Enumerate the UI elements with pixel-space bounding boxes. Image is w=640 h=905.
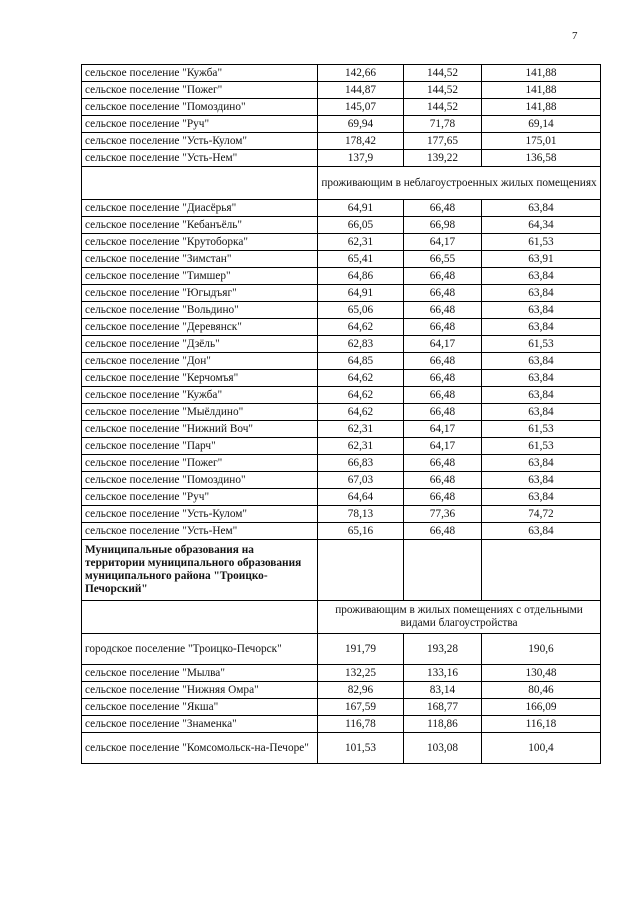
value-cell: 191,79 (318, 634, 404, 665)
value-cell: 66,48 (404, 523, 482, 540)
municipality-row (82, 540, 601, 601)
value-cell: 64,34 (482, 217, 601, 234)
settlement-name: сельское поселение "Зимстан" (82, 251, 318, 268)
value-cell: 64,17 (404, 421, 482, 438)
value-cell: 63,91 (482, 251, 601, 268)
value-cell: 177,65 (404, 133, 482, 150)
value-cell: 66,48 (404, 319, 482, 336)
settlement-name: сельское поселение "Деревянск" (82, 319, 318, 336)
settlement-name: сельское поселение "Знаменка" (82, 716, 318, 733)
empty-cell (318, 540, 404, 601)
table-row (82, 634, 601, 665)
group1-body (82, 65, 601, 167)
settlement-name: сельское поселение "Дзёль" (82, 336, 318, 353)
settlement-name: сельское поселение "Помоздино" (82, 472, 318, 489)
table-row (82, 682, 601, 699)
settlement-name: сельское поселение "Мылва" (82, 665, 318, 682)
settlement-name: сельское поселение "Нижняя Омра" (82, 682, 318, 699)
settlement-name: сельское поселение "Мыёлдино" (82, 404, 318, 421)
section-header-separate: проживающим в жилых помещениях с отдельными видами благоустройства (318, 601, 601, 634)
value-cell: 144,87 (318, 82, 404, 99)
value-cell: 190,6 (482, 634, 601, 665)
group3-body (82, 634, 601, 764)
value-cell: 64,62 (318, 319, 404, 336)
table-row (82, 319, 601, 336)
value-cell: 142,66 (318, 65, 404, 82)
table-row (82, 268, 601, 285)
value-cell: 144,52 (404, 65, 482, 82)
value-cell: 64,86 (318, 268, 404, 285)
value-cell: 132,25 (318, 665, 404, 682)
value-cell: 83,14 (404, 682, 482, 699)
value-cell: 66,48 (404, 489, 482, 506)
table-row (82, 133, 601, 150)
value-cell: 64,17 (404, 234, 482, 251)
table-row (82, 421, 601, 438)
settlement-name: сельское поселение "Югыдъяг" (82, 285, 318, 302)
settlement-name: сельское поселение "Кебанъёль" (82, 217, 318, 234)
value-cell: 62,83 (318, 336, 404, 353)
value-cell: 116,18 (482, 716, 601, 733)
value-cell: 63,84 (482, 404, 601, 421)
section-header-unimproved: проживающим в неблагоустроенных жилых помещениях (318, 167, 601, 200)
settlement-name: сельское поселение "Керчомъя" (82, 370, 318, 387)
value-cell: 69,14 (482, 116, 601, 133)
value-cell: 63,84 (482, 455, 601, 472)
table-row (82, 699, 601, 716)
table-row (82, 523, 601, 540)
value-cell: 66,48 (404, 404, 482, 421)
value-cell: 141,88 (482, 99, 601, 116)
tariff-table (81, 64, 601, 764)
value-cell: 63,84 (482, 472, 601, 489)
value-cell: 63,84 (482, 353, 601, 370)
table-row (82, 387, 601, 404)
settlement-name: сельское поселение "Кужба" (82, 387, 318, 404)
value-cell: 66,48 (404, 353, 482, 370)
settlement-name: сельское поселение "Дон" (82, 353, 318, 370)
value-cell: 62,31 (318, 438, 404, 455)
section-header-row (82, 601, 601, 634)
value-cell: 66,48 (404, 387, 482, 404)
value-cell: 77,36 (404, 506, 482, 523)
value-cell: 65,41 (318, 251, 404, 268)
value-cell: 66,55 (404, 251, 482, 268)
value-cell: 69,94 (318, 116, 404, 133)
settlement-name: сельское поселение "Тимшер" (82, 268, 318, 285)
value-cell: 66,48 (404, 268, 482, 285)
table-row (82, 200, 601, 217)
value-cell: 63,84 (482, 285, 601, 302)
value-cell: 64,62 (318, 387, 404, 404)
settlement-name: сельское поселение "Кужба" (82, 65, 318, 82)
value-cell: 64,62 (318, 404, 404, 421)
value-cell: 63,84 (482, 268, 601, 285)
table-row (82, 353, 601, 370)
table-row (82, 65, 601, 82)
value-cell: 63,84 (482, 387, 601, 404)
settlement-name: сельское поселение "Комсомольск-на-Печоре" (82, 733, 318, 764)
value-cell: 168,77 (404, 699, 482, 716)
value-cell: 64,91 (318, 285, 404, 302)
table-row (82, 285, 601, 302)
value-cell: 66,48 (404, 200, 482, 217)
value-cell: 63,84 (482, 523, 601, 540)
table-row (82, 234, 601, 251)
value-cell: 64,85 (318, 353, 404, 370)
value-cell: 66,48 (404, 455, 482, 472)
table-row (82, 370, 601, 387)
value-cell: 167,59 (318, 699, 404, 716)
value-cell: 61,53 (482, 438, 601, 455)
value-cell: 144,52 (404, 99, 482, 116)
value-cell: 141,88 (482, 65, 601, 82)
settlement-name: сельское поселение "Руч" (82, 489, 318, 506)
value-cell: 61,53 (482, 336, 601, 353)
value-cell: 66,48 (404, 370, 482, 387)
settlement-name: сельское поселение "Усть-Кулом" (82, 506, 318, 523)
value-cell: 65,16 (318, 523, 404, 540)
value-cell: 193,28 (404, 634, 482, 665)
table-row (82, 251, 601, 268)
value-cell: 80,46 (482, 682, 601, 699)
value-cell: 63,84 (482, 370, 601, 387)
section-header-blank (82, 167, 318, 200)
settlement-name: сельское поселение "Усть-Нем" (82, 523, 318, 540)
value-cell: 64,91 (318, 200, 404, 217)
value-cell: 64,64 (318, 489, 404, 506)
table-row (82, 150, 601, 167)
value-cell: 103,08 (404, 733, 482, 764)
value-cell: 136,58 (482, 150, 601, 167)
value-cell: 71,78 (404, 116, 482, 133)
settlement-name: сельское поселение "Пожег" (82, 82, 318, 99)
table-row (82, 404, 601, 421)
settlement-name: сельское поселение "Усть-Нем" (82, 150, 318, 167)
empty-cell (482, 540, 601, 601)
value-cell: 64,17 (404, 336, 482, 353)
value-cell: 130,48 (482, 665, 601, 682)
value-cell: 100,4 (482, 733, 601, 764)
value-cell: 66,48 (404, 285, 482, 302)
section-header-blank (82, 601, 318, 634)
value-cell: 139,22 (404, 150, 482, 167)
value-cell: 64,62 (318, 370, 404, 387)
value-cell: 166,09 (482, 699, 601, 716)
value-cell: 62,31 (318, 234, 404, 251)
table-row (82, 506, 601, 523)
table-row (82, 82, 601, 99)
table-row (82, 489, 601, 506)
value-cell: 67,03 (318, 472, 404, 489)
value-cell: 78,13 (318, 506, 404, 523)
value-cell: 116,78 (318, 716, 404, 733)
value-cell: 145,07 (318, 99, 404, 116)
value-cell: 133,16 (404, 665, 482, 682)
settlement-name: сельское поселение "Вольдино" (82, 302, 318, 319)
value-cell: 64,17 (404, 438, 482, 455)
table-row (82, 716, 601, 733)
value-cell: 61,53 (482, 421, 601, 438)
value-cell: 175,01 (482, 133, 601, 150)
value-cell: 63,84 (482, 200, 601, 217)
value-cell: 82,96 (318, 682, 404, 699)
value-cell: 63,84 (482, 319, 601, 336)
value-cell: 118,86 (404, 716, 482, 733)
settlement-name: сельское поселение "Пожег" (82, 455, 318, 472)
value-cell: 144,52 (404, 82, 482, 99)
table-row (82, 455, 601, 472)
settlement-name: городское поселение "Троицко-Печорск" (82, 634, 318, 665)
settlement-name: сельское поселение "Руч" (82, 116, 318, 133)
value-cell: 74,72 (482, 506, 601, 523)
table-row (82, 116, 601, 133)
table-row (82, 438, 601, 455)
table-row (82, 665, 601, 682)
value-cell: 62,31 (318, 421, 404, 438)
settlement-name: сельское поселение "Якша" (82, 699, 318, 716)
settlement-name: сельское поселение "Парч" (82, 438, 318, 455)
settlement-name: сельское поселение "Помоздино" (82, 99, 318, 116)
value-cell: 101,53 (318, 733, 404, 764)
value-cell: 61,53 (482, 234, 601, 251)
value-cell: 65,06 (318, 302, 404, 319)
value-cell: 63,84 (482, 489, 601, 506)
page-number: 7 (572, 30, 578, 42)
table-row (82, 336, 601, 353)
value-cell: 141,88 (482, 82, 601, 99)
value-cell: 66,05 (318, 217, 404, 234)
settlement-name: сельское поселение "Крутоборка" (82, 234, 318, 251)
settlement-name: сельское поселение "Усть-Кулом" (82, 133, 318, 150)
settlement-name: сельское поселение "Диасёрья" (82, 200, 318, 217)
section-header-row (82, 167, 601, 200)
value-cell: 137,9 (318, 150, 404, 167)
municipality-heading: Муниципальные образования на территории муниципального образования муниципального района "Троицко-Печорский" (82, 540, 318, 601)
table-row (82, 99, 601, 116)
empty-cell (404, 540, 482, 601)
value-cell: 66,48 (404, 302, 482, 319)
value-cell: 66,48 (404, 472, 482, 489)
value-cell: 178,42 (318, 133, 404, 150)
settlement-name: сельское поселение "Нижний Воч" (82, 421, 318, 438)
value-cell: 63,84 (482, 302, 601, 319)
group2-body (82, 200, 601, 540)
value-cell: 66,83 (318, 455, 404, 472)
value-cell: 66,98 (404, 217, 482, 234)
table-row (82, 472, 601, 489)
table-row (82, 733, 601, 764)
table-row (82, 302, 601, 319)
table-row (82, 217, 601, 234)
